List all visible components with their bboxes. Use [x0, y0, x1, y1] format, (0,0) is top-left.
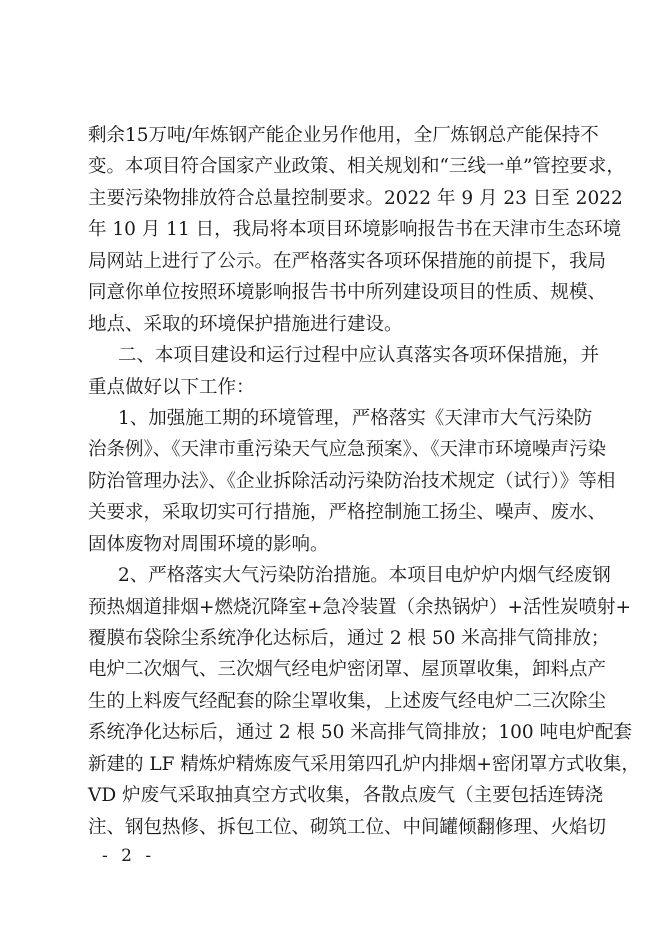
text-line: 局网站上进行了公示。在严格落实各项环保措施的前提下，我局 — [88, 250, 607, 272]
text-line: 覆膜布袋除尘系统净化达标后，通过 2 根 50 米高排气筒排放； — [88, 628, 610, 649]
text-line: 关要求，采取切实可行措施，严格控制施工扬尘、噪声、废水、 — [88, 502, 607, 524]
document-body — [88, 120, 640, 843]
text-line: 地点、采取的环境保护措施进行建设。 — [88, 313, 403, 335]
page-number: - 2 - — [102, 846, 156, 866]
text-line: 主要污染物排放符合总量控制要求。2022 年 9 月 23 日至 2022 — [88, 187, 623, 209]
text-line: 重点做好以下工作： — [88, 376, 255, 398]
text-line: 剩余15万吨/年炼钢产能企业另作他用，全厂炼钢总产能保持不 — [88, 125, 599, 146]
text-line: 防治管理办法》、《企业拆除活动污染防治技术规定（试行）》等相 — [88, 470, 616, 492]
text-line: 预热烟道排烟+燃烧沉降室+急冷装置（余热锅炉）+活性炭喷射+ — [88, 596, 632, 618]
text-line: 年 10 月 11 日，我局将本项目环境影响报告书在天津市生态环境 — [88, 219, 622, 241]
text-line: 治条例》、《天津市重污染天气应急预案》、《天津市环境噪声污染 — [88, 439, 607, 461]
text-line: 变。本项目符合国家产业政策、相关规划和“三线一单”管控要求， — [88, 156, 625, 178]
text-line: 2、严格落实大气污染防治措施。本项目电炉炉内烟气经废钢 — [118, 565, 611, 587]
text-line: 生的上料废气经配套的除尘罩收集，上述废气经电炉二三次除尘 — [88, 690, 607, 712]
text-line: 注、钢包热修、拆包工位、砌筑工位、中间罐倾翻修理、火焰切 — [88, 816, 607, 838]
text-line: 新建的 LF 精炼炉精炼废气采用第四孔炉内排烟+密闭罩方式收集， — [88, 753, 640, 775]
text-line: 同意你单位按照环境影响报告书中所列建设项目的性质、规模、 — [88, 282, 607, 304]
text-line: 电炉二次烟气、三次烟气经电炉密闭罩、屋顶罩收集，卸料点产 — [88, 659, 607, 681]
text-line: 二、本项目建设和运行过程中应认真落实各项环保措施，并 — [118, 345, 600, 367]
text-line: VD 炉废气采取抽真空方式收集，各散点废气（主要包括连铸浇 — [88, 785, 604, 807]
text-line: 1、加强施工期的环境管理，严格落实《天津市大气污染防 — [118, 407, 593, 429]
text-line: 系统净化达标后，通过 2 根 50 米高排气筒排放；100 吨电炉配套 — [88, 722, 633, 744]
text-line: 固体废物对周围环境的影响。 — [88, 533, 329, 555]
